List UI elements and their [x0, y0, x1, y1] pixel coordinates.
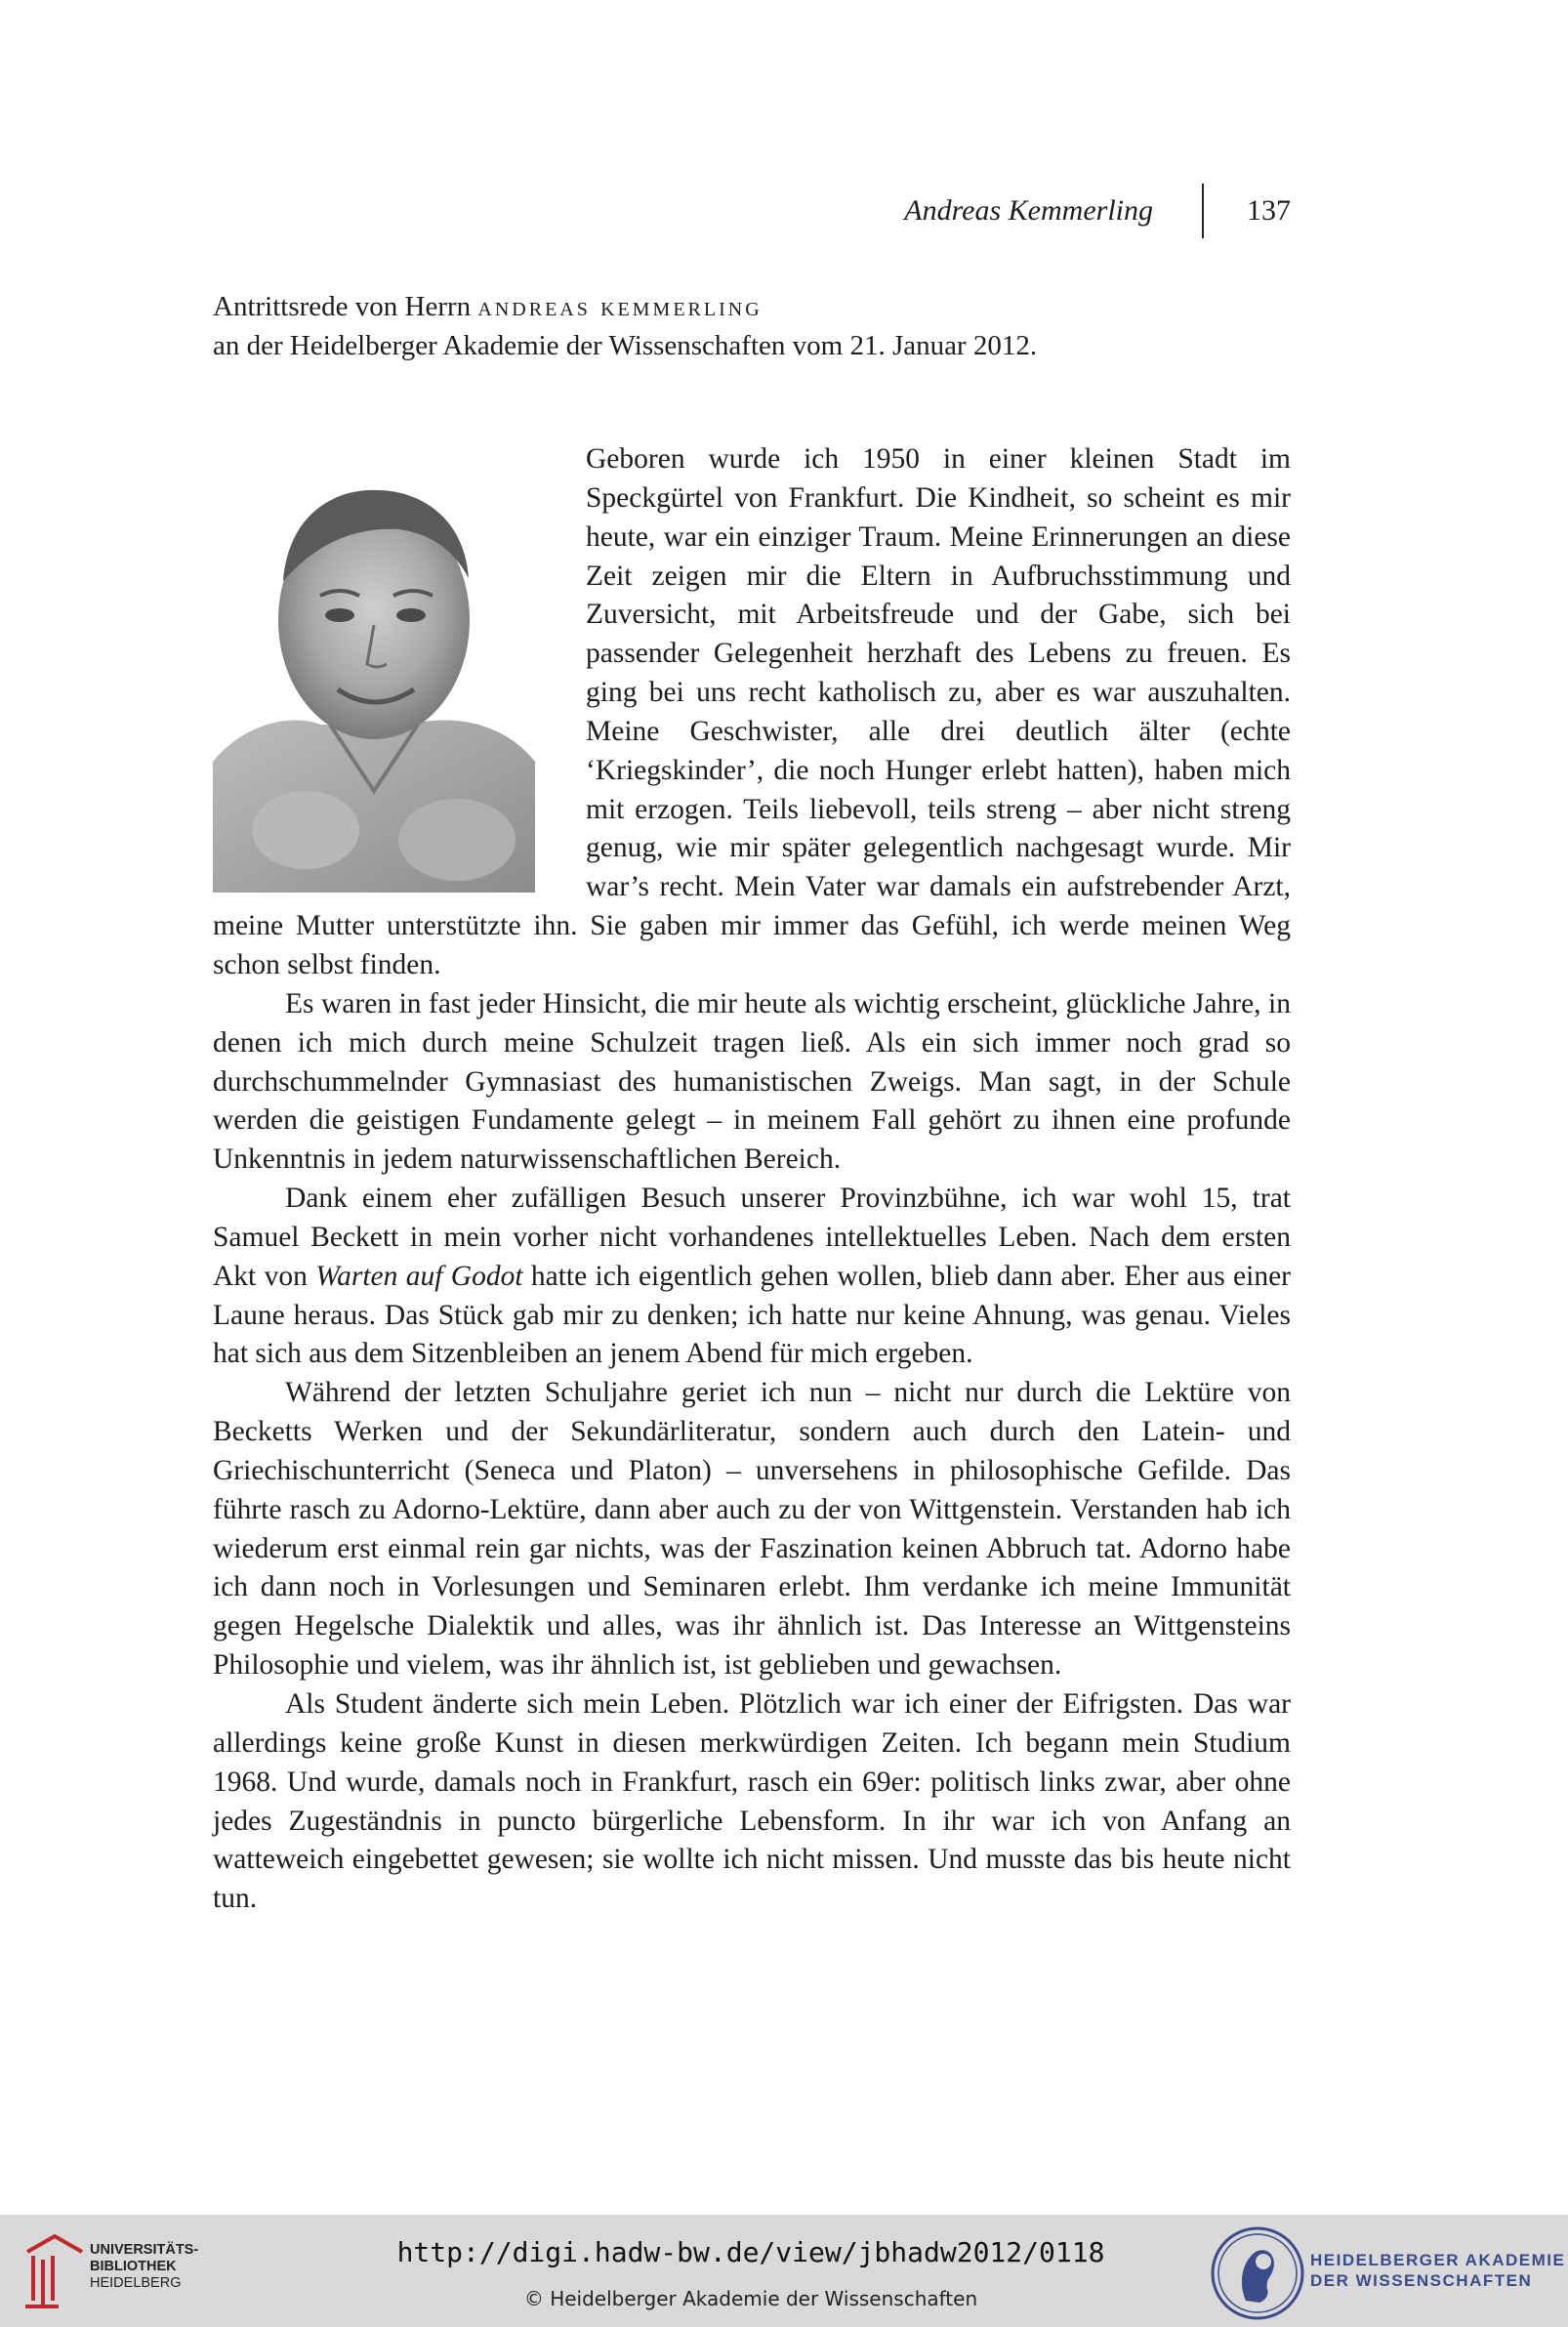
hadw-line-1: HEIDELBERGER AKADEMIE [1310, 2251, 1566, 2269]
speech-heading-line-2: an der Heidelberger Akademie der Wissenschaften vom 21. Januar 2012. [213, 330, 1038, 361]
portrait-photo [213, 469, 535, 893]
speech-heading-line-1 [213, 287, 1297, 326]
hadw-seal-icon [1209, 2224, 1306, 2322]
copyright-notice: © Heidelberger Akademie der Wissenschaften [523, 2287, 978, 2310]
paragraph-3-text-b: hatte ich eigentlich gehen wollen, blieb dann aber. Eher aus einer Laune heraus. Das Stück gab mir zu denken; ich hatte nur keine Ahnung, was genau. Vieles hat sich aus dem Sitzenbleiben an jenem Abend für mich ergeben. [213, 1260, 1292, 1370]
ub-line-1: UNIVERSITÄTS- [90, 2242, 199, 2258]
paragraph-2: Es waren in fast jeder Hinsicht, die mir heute als wichtig erscheint, glückliche Jahre, in denen ich mich durch meine Schulzeit tragen ließ. Als ein sich immer noch grad so durchschummelnder Gymnasiast des humanistischen Zweigs. Man sagt, in der Schule werden die geistigen Fundamente gelegt – in meinem Fall gehört zu ihnen eine profunde Unkenntnis in jedem naturwissenschaftlichen Bereich. [213, 987, 1291, 1176]
ub-line-2: BIBLIOTHEK [90, 2259, 177, 2274]
source-url-link[interactable]: http://digi.hadw-bw.de/view/jbhadw2012/0118 [396, 2236, 1105, 2268]
footer-bar [0, 2215, 1568, 2327]
running-header-author: Andreas Kemmerling [904, 194, 1153, 227]
paragraph-5: Als Student änderte sich mein Leben. Plötzlich war ich einer der Eifrigsten. Das war allerdings keine große Kunst in diesen merkwürdigen Zeiten. Ich begann mein Studium 1968. Und wurde, damals noch in Frankfurt, rasch ein 69er: politisch links zwar, aber ohne jedes Zugeständnis in puncto bürgerliche Lebensform. In ihr war ich von Anfang an watteweich eingebettet gewesen; sie wollte ich nicht missen. Und musste das bis heute nicht tun. [213, 1688, 1291, 1915]
running-header-divider [1202, 184, 1204, 238]
paragraph-3-text-a: Dank einem eher zufälligen Besuch unserer Provinzbühne, ich war wohl 15, trat Samuel Beckett in mein vorher nicht vorhandenes intellektuelles Leben. Nach dem ersten Akt von [213, 1183, 1291, 1292]
paragraph-4: Während der letzten Schuljahre geriet ich nun – nicht nur durch die Lektüre von Becketts Werken und der Sekundärliteratur, sondern auch durch den Latein- und Griechischunterricht (Seneca und Platon) – unversehens in philosophische Gefilde. Das führte rasch zu Adorno-Lektüre, dann aber auch zu der von Wittgenstein. Verstanden hab ich wiederum erst einmal rein gar nichts, was der Faszination keinen Abbruch tat. Adorno habe ich dann noch in Vorlesungen und Seminaren erlebt. Ihm verdanke ich meine Immunität gegen Hegelsche Dialektik und alles, was ihr ähnlich ist. Das Interesse an Wittgensteins Philosophie und vielem, was ihr ähnlich ist, ist geblieben und gewachsen. [213, 1377, 1291, 1682]
body-text [213, 440, 1291, 1919]
page-number: 137 [1247, 194, 1291, 227]
ub-line-3: HEIDELBERG [90, 2275, 182, 2291]
speech-heading [213, 287, 1297, 365]
heading-prefix: Antrittsrede von Herrn [213, 291, 478, 322]
play-title: Warten auf Godot [315, 1260, 523, 1292]
portrait-photo-icon [213, 469, 535, 893]
hadw-label [1310, 2250, 1565, 2291]
hadw-line-2: DER WISSENSCHAFTEN [1310, 2271, 1533, 2290]
speaker-name: andreas kemmerling [477, 291, 763, 322]
paragraph-3 [213, 1180, 1291, 1374]
running-header [904, 184, 1291, 238]
paragraph-1: Geboren wurde ich 1950 in einer kleinen Stadt im Speckgürtel von Frankfurt. Die Kindheit, so scheint es mir heute, war ein einziger Traum. Meine Erinnerungen an diese Zeit zeigen mir die Eltern in Aufbruchsstimmung und Zuversicht, mit Arbeitsfreude und der Gabe, sich bei passender Gelegenheit herzhaft des Lebens zu freuen. Es ging bei uns recht katholisch zu, aber es war auszuhalten. Meine Geschwister, alle drei deutlich älter (echte ‘Kriegskinder’, die noch Hunger erlebt hatten), haben mich mit erzogen. Teils liebevoll, teils streng – aber nicht streng genug, wie mir später gelegentlich nachgesagt wurde. Mir war’s recht. Mein Vater war damals ein aufstrebender Arzt, meine Mutter unterstützte ihn. Sie gaben mir immer das Gefühl, ich werde meinen Weg schon selbst finden. [213, 443, 1291, 980]
